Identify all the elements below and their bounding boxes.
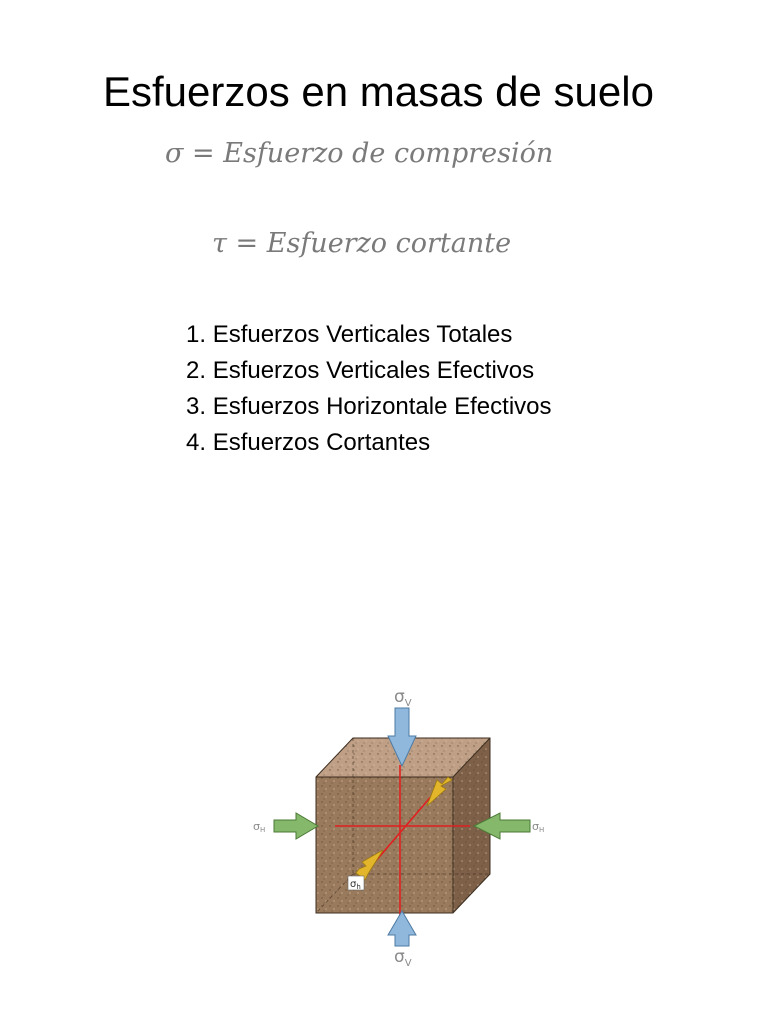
item-number: 4. <box>186 429 207 456</box>
list-item <box>186 389 552 425</box>
horizontal-arrow-left <box>274 813 318 839</box>
list-item <box>186 353 552 389</box>
sigma-h-left-label: σH <box>253 820 266 834</box>
list-item <box>186 317 552 353</box>
equation-text: Esfuerzo cortante <box>266 228 512 259</box>
stress-types-list <box>186 317 552 461</box>
item-text: Esfuerzos Cortantes <box>212 429 431 456</box>
sigma-h-front-label <box>348 876 364 891</box>
equation-compression <box>165 138 553 169</box>
page-title: Esfuerzos en masas de suelo <box>103 68 654 115</box>
equation-text: Esfuerzo de compresión <box>223 138 554 169</box>
item-number: 2. <box>186 357 207 384</box>
item-text: Esfuerzos Verticales Efectivos <box>212 357 535 384</box>
sigma-h-right-label: σH <box>532 820 545 834</box>
sigma-v-bottom-label: $\sigma_V$ <box>394 947 412 969</box>
item-text: Esfuerzos Verticales Totales <box>212 321 513 348</box>
item-number: 3. <box>186 393 207 420</box>
item-number: 1. <box>186 321 207 348</box>
tau-symbol: τ <box>212 228 227 259</box>
list-item <box>186 425 552 461</box>
vertical-arrow-bottom <box>388 911 416 946</box>
equals-sign: = <box>192 138 215 169</box>
soil-cube-diagram <box>245 678 565 974</box>
equation-shear <box>212 228 511 259</box>
svg-text:σh: $\sigma_h$ <box>350 879 361 891</box>
sigma-v-top-label: $\sigma_V$ <box>394 687 412 709</box>
item-text: Esfuerzos Horizontale Efectivos <box>212 393 552 420</box>
equals-sign: = <box>235 228 259 259</box>
sigma-symbol: σ <box>165 138 184 169</box>
